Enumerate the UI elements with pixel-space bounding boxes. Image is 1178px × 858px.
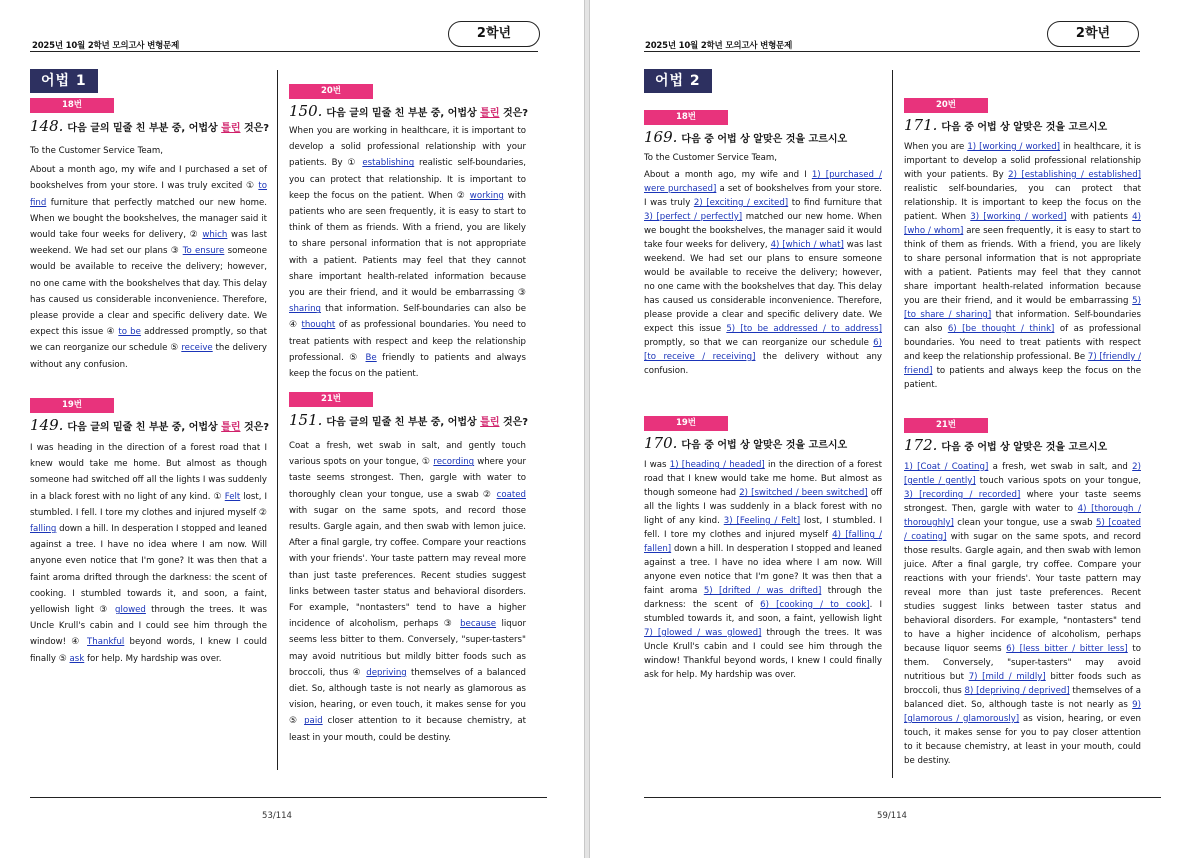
underlined-choice: glowed xyxy=(115,605,146,616)
passage-text: of as professional boundaries. You need to treat patients with respect and keep the relationship professional. xyxy=(289,320,526,363)
choice-marker: ④ xyxy=(71,637,82,648)
passage-text: was last weekend. We had set our plans to ensure someone would be available to receive the delivery; however, no one came with the bookshelves that day. This delay has caused us considerable inconvenience. Therefore, please provide a clear and specific delivery date. We expect this issue xyxy=(644,240,882,334)
underlined-choice: 7) [mild / mildly] xyxy=(968,672,1046,682)
underlined-choice: 7) [glowed / was glowed] xyxy=(644,628,762,638)
passage-151 xyxy=(289,438,526,746)
choice-marker: ⑤ xyxy=(58,653,67,664)
page-header-text: 2025년 10월 2학년 모의고사 변형문제 xyxy=(645,41,793,51)
question-prompt-end: 것은? xyxy=(240,123,270,134)
footer-rule xyxy=(644,797,1161,798)
passage-text: in the direction of a forest road that I knew would take me home. But almost as though someone had xyxy=(644,460,882,498)
passage-greeting: To the Customer Service Team, xyxy=(644,153,778,163)
grade-badge: 2학년 xyxy=(448,21,540,47)
question-number: 171. xyxy=(904,116,938,134)
footer-rule xyxy=(30,797,547,798)
underlined-choice: 7) [friendly / friend] xyxy=(904,352,1141,376)
choice-marker: ④ xyxy=(352,667,363,678)
passage-text: through the trees. It was Uncle Krull's cabin and I could see him through the window! Thankful beyond words, I knew I could finally ask for help. My hardship was over. xyxy=(644,628,882,680)
passage-body xyxy=(904,140,1141,392)
page-header-text: 2025년 10월 2학년 모의고사 변형문제 xyxy=(32,41,180,51)
header-rule xyxy=(30,51,538,52)
passage-172 xyxy=(904,460,1141,768)
question-heading xyxy=(30,117,269,135)
question-prompt: 다음 중 어법 상 알맞은 것을 고르시오 xyxy=(681,440,848,451)
underlined-choice: because xyxy=(460,619,497,630)
passage-text: matched our new home. When we bought the bookshelves, the manager said it would take four weeks for delivery, xyxy=(644,212,882,250)
passage-text: with patients who are seen frequently, it is easy to start to think of them as friends. With a friend, you are likely to share personal information that is not appropriate with a patient. Patients may feel that they cannot share important health-related information because you are their friend, and it would be embarrassing xyxy=(289,190,527,299)
passage-text: clean your tongue, use a swab xyxy=(953,518,1097,528)
question-number: 170. xyxy=(644,434,678,452)
underlined-choice: depriving xyxy=(366,667,407,678)
question-heading xyxy=(289,411,528,429)
question-tag: 21번 xyxy=(289,392,373,407)
passage-body xyxy=(644,458,882,682)
passage-body xyxy=(30,162,267,373)
underlined-choice: 8) [depriving / deprived] xyxy=(964,686,1070,696)
passage-text: . I stumbled towards it, and soon, a faint, yellowish light xyxy=(644,600,883,624)
underlined-choice: 4) [falling / fallen] xyxy=(644,530,882,554)
question-heading xyxy=(904,436,1107,454)
passage-greeting: To the Customer Service Team, xyxy=(30,146,164,156)
passage-body xyxy=(904,460,1141,768)
choice-marker: ③ xyxy=(443,619,455,630)
underlined-choice: 3) [recording / recorded] xyxy=(904,490,1021,500)
choice-marker: ① xyxy=(421,457,431,468)
prompt-emphasis: 틀린 xyxy=(221,123,241,134)
underlined-choice: To ensure xyxy=(182,246,225,257)
choice-marker: ③ xyxy=(170,246,180,257)
question-prompt-end: 것은? xyxy=(240,422,270,433)
passage-text: lost, I stumbled. I fell. I tore my clothes and injured myself xyxy=(30,491,267,518)
page-number: 53/114 xyxy=(262,811,292,821)
underlined-choice: which xyxy=(202,230,228,241)
passage-text: themselves of a balanced diet. So, although taste is not nearly as xyxy=(904,686,1141,710)
question-number: 151. xyxy=(289,411,323,429)
question-number: 150. xyxy=(289,102,323,120)
underlined-choice: 9) [glamorous / glamorously] xyxy=(904,700,1141,724)
passage-text: the delivery without any confusion. xyxy=(644,352,883,376)
passage-text: promptly, so that we can reorganize our schedule xyxy=(644,338,874,348)
passage-150 xyxy=(289,123,526,382)
underlined-choice: 5) [to share / sharing] xyxy=(904,296,1141,320)
question-tag: 18번 xyxy=(30,98,114,113)
underlined-choice: working xyxy=(469,190,504,201)
passage-text: liquor seems less bitter to them. Conversely, "super-tasters" may avoid nutritious but mildly bitter foods such as broccoli, thus xyxy=(289,619,526,678)
underlined-choice: 4) [thorough / thoroughly] xyxy=(904,504,1141,528)
prompt-emphasis: 틀린 xyxy=(480,108,500,119)
question-heading xyxy=(904,116,1107,134)
passage-text: addressed promptly, so that we can reorganize our schedule xyxy=(30,327,268,354)
underlined-choice: establishing xyxy=(362,158,415,169)
underlined-choice: 3) [working / worked] xyxy=(970,212,1067,222)
question-heading xyxy=(30,416,269,434)
passage-text: About a month ago, my wife and I xyxy=(644,170,812,180)
passage-text: to them. Conversely, "super-tasters" may avoid nutritious but xyxy=(904,644,1141,682)
question-prompt: 다음 중 어법 상 알맞은 것을 고르시오 xyxy=(681,134,848,145)
passage-text: for help. My hardship was over. xyxy=(84,653,222,664)
underlined-choice: 2) [switched / been switched] xyxy=(739,488,868,498)
question-heading xyxy=(644,434,847,452)
prompt-emphasis: 틀린 xyxy=(221,422,241,433)
choice-marker: ③ xyxy=(517,288,526,299)
section-title: 어법 2 xyxy=(644,69,712,93)
question-number: 149. xyxy=(30,416,64,434)
underlined-choice: 6) [be thought / think] xyxy=(947,324,1055,334)
underlined-choice: 1) [working / worked] xyxy=(967,142,1061,152)
underlined-choice: recording xyxy=(433,457,475,468)
question-heading xyxy=(289,102,528,120)
underlined-choice: 1) [purchased / were purchased] xyxy=(644,170,882,194)
underlined-choice: falling xyxy=(30,524,57,535)
question-tag: 20번 xyxy=(289,84,373,99)
underlined-choice: 4) [which / what] xyxy=(770,240,844,250)
underlined-choice: thought xyxy=(301,320,336,331)
passage-text: to find furniture that xyxy=(788,198,882,208)
header-rule xyxy=(644,51,1140,52)
underlined-choice: 3) [Feeling / Felt] xyxy=(723,516,801,526)
underlined-choice: 2) [establishing / established] xyxy=(1008,170,1141,180)
passage-text: through the darkness: the scent of xyxy=(644,586,882,610)
passage-text: furniture that perfectly matched our new home. When we bought the bookshelves, the manager said it would take four weeks for delivery, xyxy=(30,197,267,241)
right-page xyxy=(590,0,1178,858)
underlined-choice: 3) [perfect / perfectly] xyxy=(644,212,743,222)
passage-text: down a hill. In desperation I stopped and leaned against a tree. I have no idea where I am now. Will anyone even notice that I'm gone? It was then that a faint aroma xyxy=(644,544,882,596)
underlined-choice: 4) [who / whom] xyxy=(904,212,1141,236)
choice-marker: ① xyxy=(213,491,222,502)
page-number: 59/114 xyxy=(877,811,907,821)
passage-text: in healthcare, it is important to develop a solid professional relationship with your patients. By xyxy=(904,142,1141,180)
underlined-choice: to find xyxy=(30,181,268,208)
underlined-choice: 6) [less bitter / bitter less] xyxy=(1006,644,1128,654)
choice-marker: ② xyxy=(258,507,267,518)
choice-marker: ② xyxy=(456,190,466,201)
grade-badge: 2학년 xyxy=(1047,21,1139,47)
question-prompt: 다음 중 어법 상 알맞은 것을 고르시오 xyxy=(941,122,1108,133)
passage-body xyxy=(289,438,526,746)
question-prompt: 다음 글의 밑줄 친 부분 중, 어법상 xyxy=(326,108,481,119)
passage-text: through the trees. It was Uncle Krull's cabin and I could see him through the window! xyxy=(30,605,268,648)
choice-marker: ② xyxy=(189,230,199,241)
column-divider xyxy=(892,70,893,778)
question-prompt-end: 것은? xyxy=(499,417,529,428)
underlined-choice: 1) [heading / headed] xyxy=(669,460,765,470)
underlined-choice: receive xyxy=(181,343,213,354)
choice-marker: ② xyxy=(482,489,493,500)
question-tag: 21번 xyxy=(904,418,988,433)
question-prompt: 다음 글의 밑줄 친 부분 중, 어법상 xyxy=(67,422,222,433)
question-tag: 19번 xyxy=(644,416,728,431)
passage-text: realistic self-boundaries, you can protect that relationship. It is important to keep the focus on the patient. When xyxy=(289,158,526,201)
passage-text: with sugar on the same spots, and record those results. Gargle again, and then swab with lemon juice. After a final gargle, try coffee. Compare your reactions with your friends'. Your taste pattern may reveal more than just taste preferences. Recent studies suggest links between taster status and behavioral disorders. For example, "nontasters" tend to have a higher incidence of alcoholism, perhaps because liquor seems xyxy=(904,532,1141,654)
underlined-choice: 6) [cooking / to cook] xyxy=(760,600,870,610)
section-title: 어법 1 xyxy=(30,69,98,93)
underlined-choice: 5) [to be addressed / to address] xyxy=(726,324,883,334)
prompt-emphasis: 틀린 xyxy=(480,417,500,428)
passage-text: someone would be available to receive the delivery; however, no one came with the bookshelves that day. This delay has caused us considerable inconvenience. Therefore, please provide a clear and specific delivery date. We expect this issue xyxy=(30,246,267,338)
passage-body xyxy=(289,123,526,382)
passage-169 xyxy=(644,151,882,378)
passage-text: friendly to patients and always keep the focus on the patient. xyxy=(289,352,526,380)
underlined-choice: Felt xyxy=(224,491,241,502)
passage-text: bitter foods such as broccoli, thus xyxy=(904,672,1141,696)
passage-text: touch various spots on your tongue, xyxy=(975,476,1141,486)
passage-text: where your taste seems strongest. Then, gargle with water to xyxy=(904,490,1141,514)
choice-marker: ⑤ xyxy=(289,716,300,727)
question-heading xyxy=(644,128,847,146)
choice-marker: ④ xyxy=(106,327,116,338)
choice-marker: ① xyxy=(245,181,255,192)
underlined-choice: 2) [exciting / excited] xyxy=(693,198,789,208)
choice-marker: ④ xyxy=(289,320,298,331)
passage-text: a set of bookshelves from your store. I was truly xyxy=(644,184,882,208)
passage-text: to patients and always keep the focus on the patient. xyxy=(904,366,1141,390)
passage-148 xyxy=(30,143,267,373)
passage-text: realistic self-boundaries, you can protect that relationship. It is important to keep the focus on the patient. When xyxy=(904,184,1141,222)
passage-149 xyxy=(30,440,267,667)
underlined-choice: paid xyxy=(304,716,323,727)
underlined-choice: coated xyxy=(496,489,526,500)
passage-171 xyxy=(904,140,1141,392)
column-divider xyxy=(277,70,278,770)
underlined-choice: 5) [coated / coating] xyxy=(904,518,1141,542)
question-tag: 20번 xyxy=(904,98,988,113)
passage-170 xyxy=(644,458,882,682)
question-number: 169. xyxy=(644,128,678,146)
passage-text: that information. Self-boundaries can also be xyxy=(321,304,526,315)
passage-text: off all the lights I was suddenly in a black forest with no light of any kind. xyxy=(644,488,883,526)
passage-text: I was xyxy=(644,460,670,470)
question-prompt: 다음 글의 밑줄 친 부분 중, 어법상 xyxy=(67,123,222,134)
underlined-choice: sharing xyxy=(289,304,322,315)
question-number: 172. xyxy=(904,436,938,454)
passage-text: that information. Self-boundaries can also xyxy=(904,310,1141,334)
underlined-choice: to be xyxy=(118,327,141,338)
underlined-choice: 6) [to receive / receiving] xyxy=(644,338,882,362)
passage-text: lost, I stumbled. I fell. I tore my clothes and injured myself xyxy=(644,516,883,540)
question-tag: 18번 xyxy=(644,110,728,125)
passage-text: down a hill. In desperation I stopped and leaned against a tree. I have no idea where I am now. Will anyone even notice that I'm gone? It was then that a faint aroma drifted through the darkness: the scent of cooking. I stumbled towards it, and soon, a faint, yellowish light xyxy=(30,524,267,616)
question-prompt-end: 것은? xyxy=(499,108,529,119)
underlined-choice: Thankful xyxy=(87,637,125,648)
question-prompt: 다음 중 어법 상 알맞은 것을 고르시오 xyxy=(941,442,1108,453)
passage-text: of as professional boundaries. You need to treat patients with respect and keep the relationship professional. Be xyxy=(904,324,1141,362)
passage-text: where your taste seems strongest. Then, gargle with water to thoroughly clean your tongue, use a swab xyxy=(289,457,526,500)
underlined-choice: 1) [Coat / Coating] xyxy=(904,462,989,472)
passage-text: themselves of a balanced diet. So, although taste is not nearly as glamorous as vision, hearing, or even touch, it makes sense for you xyxy=(289,667,526,711)
question-prompt: 다음 글의 밑줄 친 부분 중, 어법상 xyxy=(326,417,481,428)
choice-marker: ⑤ xyxy=(349,352,361,363)
underlined-choice: 5) [drifted / was drifted] xyxy=(703,586,822,596)
passage-body xyxy=(644,168,882,378)
question-tag: 19번 xyxy=(30,398,114,413)
question-number: 148. xyxy=(30,117,64,135)
passage-text: I was heading in the direction of a forest road that I knew would take me home. But almost as though someone had switched off all the lights I was suddenly in a black forest with no light of any kind. xyxy=(30,443,267,502)
passage-text: About a month ago, my wife and I purchased a set of bookshelves from your store. I was truly excited xyxy=(30,165,267,192)
choice-marker: ③ xyxy=(99,605,110,616)
passage-text: with sugar on the same spots, and record those results. Gargle again, and then swab with lemon juice. After a final gargle, try coffee. Compare your reactions with your friends'. Your taste pattern may reveal more than just taste preferences. Recent studies suggest links between taster status and behavioral disorders. For example, "nontasters" tend to have a higher incidence of alcoholism, perhaps xyxy=(289,505,526,630)
choice-marker: ⑤ xyxy=(170,343,179,354)
passage-text: with patients xyxy=(1066,212,1133,222)
passage-text: Coat a fresh, wet swab in salt, and gently touch various spots on your tongue, xyxy=(289,441,526,468)
passage-text: as vision, hearing, or even touch, it makes sense for you to pay closer attention to it because chemistry, at least in your mouth, could be destiny. xyxy=(904,714,1141,766)
underlined-choice: Be xyxy=(365,352,377,363)
passage-text: are seen frequently, it is easy to start to think of them as friends. With a friend, you are likely to share personal information that is not appropriate with a patient. Patients may feel that they cannot share important health-related information because you are their friend, and it would be embarrassing xyxy=(904,226,1141,306)
underlined-choice: ask xyxy=(69,653,85,664)
passage-text: beyond words, I knew I could finally xyxy=(30,637,267,664)
passage-body xyxy=(30,440,267,667)
passage-text: closer attention to it because chemistry, at least in your mouth, could be destiny. xyxy=(289,716,527,743)
passage-text: a fresh, wet swab in salt, and xyxy=(988,462,1133,472)
passage-text: was last weekend. We had set our plans xyxy=(30,230,267,257)
passage-text: When you are xyxy=(904,142,968,152)
underlined-choice: 2) [gentle / gently] xyxy=(904,462,1141,486)
passage-text: the delivery without any confusion. xyxy=(30,343,267,370)
left-page xyxy=(0,0,584,858)
passage-text: When you are working in healthcare, it is important to develop a solid professional relationship with your patients. By xyxy=(289,126,526,169)
choice-marker: ① xyxy=(347,158,358,169)
